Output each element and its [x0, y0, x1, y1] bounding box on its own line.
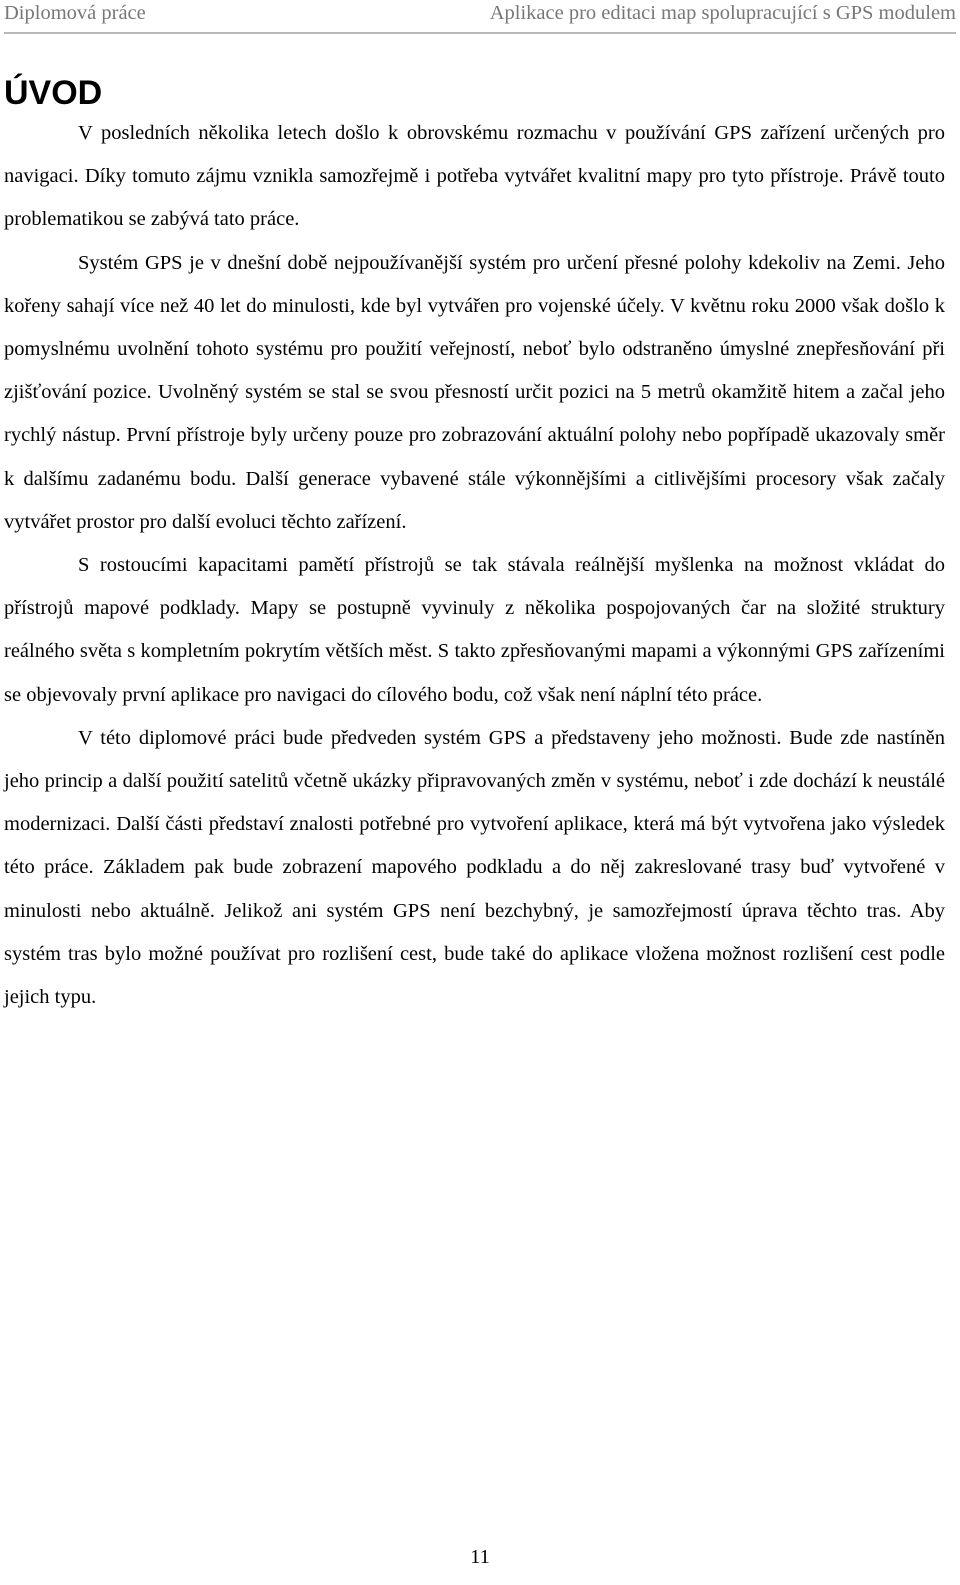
header-document-title: Aplikace pro editaci map spolupracující s GPS modulem: [489, 2, 956, 24]
page-header: [4, 0, 956, 34]
paragraph: S rostoucími kapacitami pamětí přístrojů se tak stávala reálnější myšlenka na možnost vkládat do přístrojů mapové podklady. Mapy se postupně vyvinuly z několika pospojovaných čar na složité struktury reálného světa s kompletním pokrytím větších měst. S takto zpřesňovanými mapami a výkonnými GPS zařízeními se objevovaly první aplikace pro navigaci do cílového bodu, což však není náplní této práce.: [4, 554, 945, 706]
paragraph: Systém GPS je v dnešní době nejpoužívanější systém pro určení přesné polohy kdekoliv na Zemi. Jeho kořeny sahají více než 40 let do minulosti, kde byl vytvářen pro vojenské účely. V květnu roku 2000 však došlo k pomyslnému uvolnění tohoto systému pro použití veřejností, neboť bylo odstraněno úmyslné znepřesňování při zjišťování pozice. Uvolněný systém se stal se svou přesností určit pozici na 5 metrů okamžitě hitem a začal jeho rychlý nástup. První přístroje byly určeny pouze pro zobrazování aktuální polohy nebo popřípadě ukazovaly směr k dalšímu zadanému bodu. Další generace vybavené stále výkonnějšími a citlivějšími procesory však začaly vytvářet prostor pro další evoluci těchto zařízení.: [4, 251, 945, 533]
paragraph: V této diplomové práci bude předveden systém GPS a představeny jeho možnosti. Bude zde nastíněn jeho princip a další použití satelitů včetně ukázky připravovaných změn v systému, neboť i zde dochází k neustálé modernizaci. Další části představí znalosti potřebné pro vytvoření aplikace, která má být vytvořena jako výsledek této práce. Základem pak bude zobrazení mapového podkladu a do něj zakreslované trasy buď vytvořené v minulosti nebo aktuálně. Jelikož ani systém GPS není bezchybný, je samozřejmostí úprava těchto tras. Aby systém tras bylo možné používat pro rozlišení cest, bude také do aplikace vložena možnost rozlišení cest podle jejich typu.: [4, 726, 945, 1009]
header-document-type: Diplomová práce: [4, 2, 146, 24]
paragraph: V posledních několika letech došlo k obrovskému rozmachu v používání GPS zařízení určených pro navigaci. Díky tomuto zájmu vznikla samozřejmě i potřeba vytvářet kvalitní mapy pro tyto přístroje. Právě touto problematikou se zabývá tato práce.: [4, 122, 945, 231]
body-text: [4, 112, 945, 1019]
section-heading: ÚVOD: [4, 74, 103, 112]
page-number: 11: [470, 1546, 490, 1568]
